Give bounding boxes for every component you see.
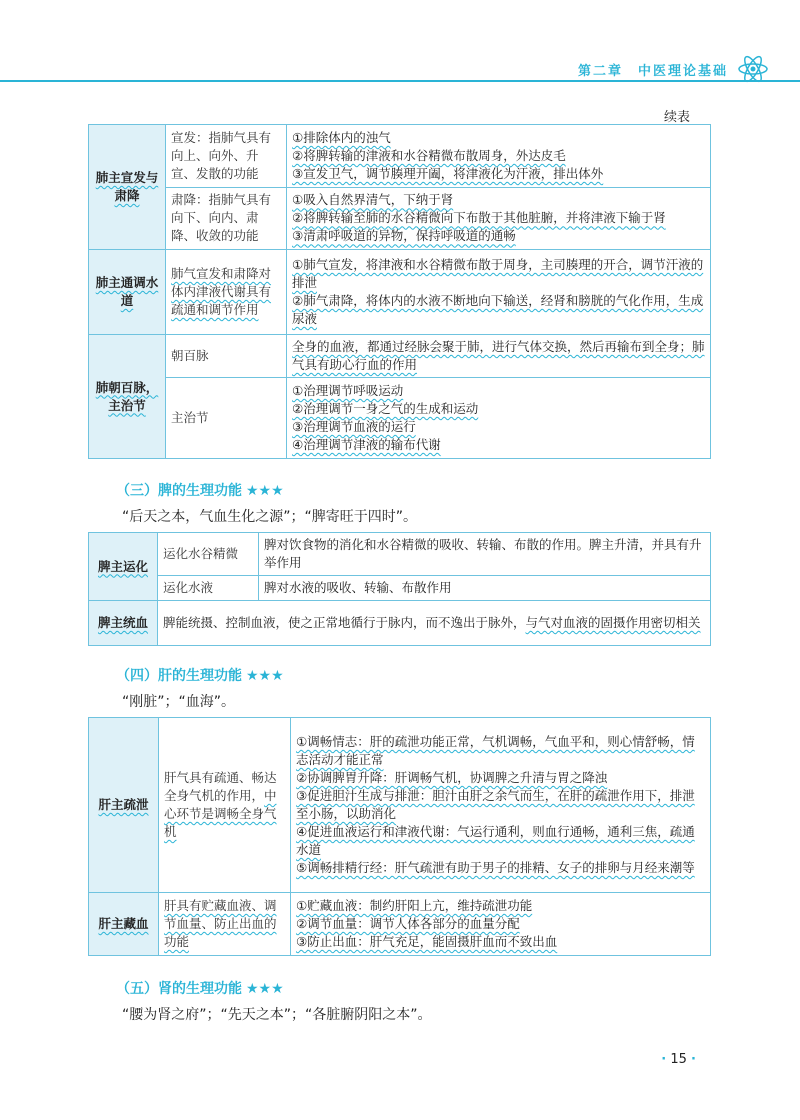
table-row — [89, 125, 711, 188]
row-subhead: 运化水液 — [158, 576, 259, 601]
row-head: 肝主疏泄 — [89, 718, 159, 893]
table-row — [89, 335, 711, 378]
page-header — [0, 54, 800, 84]
row-subhead: 肝气具有疏通、畅达全身气机的作用，中心环节是调畅全身气机 — [159, 718, 291, 893]
table-row — [89, 533, 711, 576]
row-subhead: 宣发：指肺气具有向上、向外、升宣、发散的功能 — [166, 125, 287, 188]
page-number: · 15 · — [661, 1052, 696, 1067]
row-content: 脾对饮食物的消化和水谷精微的吸收、转输、布散的作用。脾主升清，并具有升举作用 — [259, 533, 711, 576]
row-content: ①肺气宣发，将津液和水谷精微布散于周身，主司腠理的开合，调节汗液的排泄 ②肺气肃降，将体内的水液不断地向下输送，经肾和膀胱的气化作用，生成尿液 — [287, 250, 711, 335]
row-content: ①贮藏血液：制约肝阳上亢，维持疏泄功能 ②调节血量：调节人体各部分的血量分配 ③防止出血：肝气充足，能固摄肝血而不致出血 — [291, 893, 711, 956]
row-head: 肺主通调水道 — [89, 250, 166, 335]
row-content: 脾对水液的吸收、转输、布散作用 — [259, 576, 711, 601]
row-subhead: 肃降：指肺气具有向下、向内、肃降、收敛的功能 — [166, 187, 287, 250]
table-row — [89, 893, 711, 956]
row-subhead: 主治节 — [166, 378, 287, 459]
row-content: ①治理调节呼吸运动 ②治理调节一身之气的生成和运动 ③治理调节血液的运行 ④治理调节津液的输布代谢 — [287, 378, 711, 459]
section-heading: （三）脾的生理功能 ★★★ — [116, 483, 284, 499]
row-head: 脾主统血 — [89, 601, 158, 646]
liver-function-table — [88, 717, 711, 956]
row-head: 肺朝百脉，主治节 — [89, 335, 166, 459]
row-content: ①调畅情志：肝的疏泄功能正常，气机调畅，气血平和，则心情舒畅，情志活动才能正常 ②协调脾胃升降：肝调畅气机，协调脾之升清与胃之降浊 ③促进胆汁生成与排泄：胆汁由肝之余气而生，在肝的疏泄作用下，排泄至小肠，以助消化 ④促进血液运行和津液代谢：气运行通利，则血行通畅，通利三焦，疏通水道 ⑤调畅排精行经：肝气疏泄有助于男子的排精、女子的排卵与月经来潮等 — [291, 718, 711, 893]
table-row — [89, 718, 711, 893]
row-subhead: 运化水谷精微 — [158, 533, 259, 576]
table-row — [89, 378, 711, 459]
section-quote: “刚脏”；“血海”。 — [122, 694, 236, 710]
section-quote: “后天之本，气血生化之源”；“脾寄旺于四时”。 — [122, 509, 418, 525]
table-row — [89, 576, 711, 601]
row-head: 脾主运化 — [89, 533, 158, 601]
table-row — [89, 187, 711, 250]
lung-function-table — [88, 124, 711, 459]
row-content: 全身的血液，都通过经脉会聚于肺，进行气体交换，然后再输布到全身；肺气具有助心行血的作用 — [287, 335, 711, 378]
section-quote: “腰为肾之府”；“先天之本”；“各脏腑阴阳之本”。 — [122, 1007, 432, 1023]
chapter-title: 第二章 中医理论基础 — [577, 64, 728, 79]
continuation-label: 续表 — [663, 110, 690, 125]
row-content: ①吸入自然界清气，下纳于肾 ②将脾转输至肺的水谷精微向下布散于其他脏腑，并将津液下输于肾 ③清肃呼吸道的异物，保持呼吸道的通畅 — [287, 187, 711, 250]
section-heading: （四）肝的生理功能 ★★★ — [116, 668, 284, 684]
row-content: ①排除体内的浊气 ②将脾转输的津液和水谷精微布散周身，外达皮毛 ③宣发卫气，调节腠理开阖，将津液化为汗液，排出体外 — [287, 125, 711, 188]
table-row — [89, 601, 711, 646]
row-content: 脾能统摄、控制血液，使之正常地循行于脉内，而不逸出于脉外，与气对血液的固摄作用密切相关 — [158, 601, 711, 646]
table-row — [89, 250, 711, 335]
header-rule — [0, 80, 800, 82]
spleen-function-table — [88, 532, 711, 646]
row-subhead: 肺气宣发和肃降对体内津液代谢具有疏通和调节作用 — [166, 250, 287, 335]
row-head: 肺主宣发与肃降 — [89, 125, 166, 250]
section-heading: （五）肾的生理功能 ★★★ — [116, 981, 284, 997]
row-subhead: 肝具有贮藏血液、调节血量、防止出血的功能 — [159, 893, 291, 956]
row-subhead: 朝百脉 — [166, 335, 287, 378]
row-head: 肝主藏血 — [89, 893, 159, 956]
